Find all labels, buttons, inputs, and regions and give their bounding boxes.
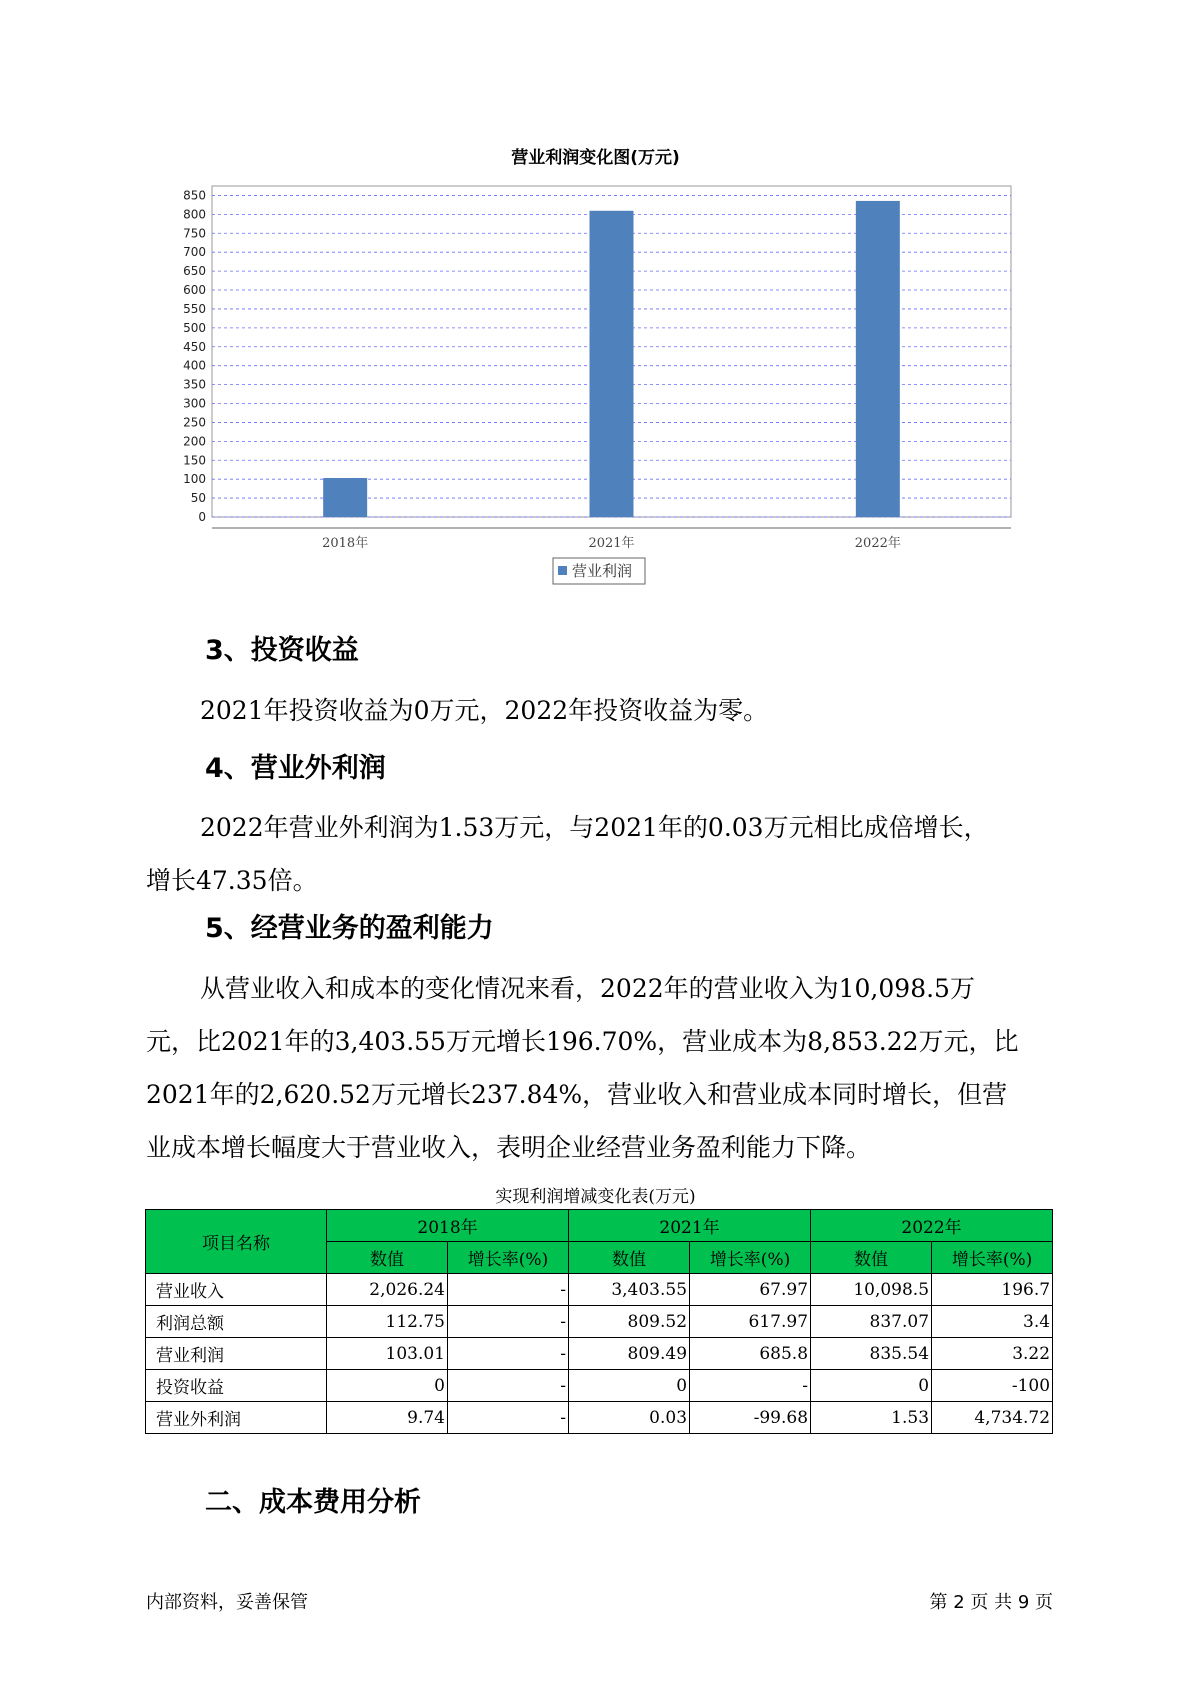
profit-change-table bbox=[145, 1209, 1053, 1434]
cell-growth-rate: - bbox=[448, 1370, 569, 1402]
cell-value: 809.52 bbox=[569, 1306, 690, 1338]
y-tick-label: 550 bbox=[183, 301, 206, 316]
cell-value: 0 bbox=[569, 1370, 690, 1402]
y-tick-label: 450 bbox=[183, 339, 206, 354]
header-value: 数值 bbox=[811, 1242, 932, 1274]
y-tick-label: 350 bbox=[183, 377, 206, 392]
row-item-name: 营业收入 bbox=[146, 1274, 327, 1306]
cell-growth-rate: 617.97 bbox=[690, 1306, 811, 1338]
x-tick-label: 2018年 bbox=[322, 536, 369, 551]
row-item-name: 利润总额 bbox=[146, 1306, 327, 1338]
y-tick-label: 750 bbox=[183, 226, 206, 241]
cell-growth-rate: -100 bbox=[932, 1370, 1053, 1402]
cell-growth-rate: 3.22 bbox=[932, 1338, 1053, 1370]
cell-value: 10,098.5 bbox=[811, 1274, 932, 1306]
paragraph-line: 2021年的2,620.52万元增长237.84%，营业收入和营业成本同时增长，但营 bbox=[146, 1080, 1008, 1109]
heading-profitability: 5、经营业务的盈利能力 bbox=[205, 913, 494, 944]
legend-label: 营业利润 bbox=[572, 562, 633, 580]
cell-value: 2,026.24 bbox=[327, 1274, 448, 1306]
paragraph-line: 业成本增长幅度大于营业收入，表明企业经营业务盈利能力下降。 bbox=[146, 1133, 872, 1162]
cell-growth-rate: - bbox=[448, 1274, 569, 1306]
y-tick-label: 700 bbox=[183, 245, 206, 260]
paragraph-line: 增长47.35倍。 bbox=[146, 866, 318, 895]
paragraph-line: 2022年营业外利润为1.53万元，与2021年的0.03万元相比成倍增长， bbox=[200, 813, 989, 842]
table-row bbox=[146, 1402, 1053, 1434]
table-row bbox=[146, 1306, 1053, 1338]
cell-growth-rate: 67.97 bbox=[690, 1274, 811, 1306]
cell-growth-rate: - bbox=[448, 1402, 569, 1434]
cell-growth-rate: 196.7 bbox=[932, 1274, 1053, 1306]
bar bbox=[590, 211, 634, 517]
cell-value: 0 bbox=[811, 1370, 932, 1402]
cell-value: 0.03 bbox=[569, 1402, 690, 1434]
y-tick-label: 650 bbox=[183, 264, 206, 279]
y-tick-label: 400 bbox=[183, 358, 206, 373]
y-tick-label: 600 bbox=[183, 283, 206, 298]
cell-growth-rate: - bbox=[690, 1370, 811, 1402]
bar bbox=[856, 201, 900, 517]
cell-value: 103.01 bbox=[327, 1338, 448, 1370]
paragraph-profitability bbox=[146, 972, 1051, 1165]
header-value: 数值 bbox=[569, 1242, 690, 1274]
paragraph-line: 从营业收入和成本的变化情况来看，2022年的营业收入为10,098.5万 bbox=[200, 974, 975, 1003]
paragraph-investment-income bbox=[146, 694, 1051, 728]
row-item-name: 营业外利润 bbox=[146, 1402, 327, 1434]
table-row bbox=[146, 1274, 1053, 1306]
footer-page-number: 第 2 页 共 9 页 bbox=[929, 1592, 1053, 1613]
table-caption: 实现利润增减变化表(万元) bbox=[495, 1187, 696, 1207]
table-header-row bbox=[146, 1210, 1053, 1242]
y-tick-label: 150 bbox=[183, 453, 206, 468]
cell-value: 112.75 bbox=[327, 1306, 448, 1338]
bar bbox=[323, 478, 367, 517]
y-tick-label: 850 bbox=[183, 188, 206, 203]
header-growth-rate: 增长率(%) bbox=[448, 1242, 569, 1274]
y-tick-label: 500 bbox=[183, 320, 206, 335]
header-value: 数值 bbox=[327, 1242, 448, 1274]
cell-growth-rate: - bbox=[448, 1338, 569, 1370]
cell-value: 9.74 bbox=[327, 1402, 448, 1434]
y-tick-label: 100 bbox=[183, 472, 206, 487]
y-tick-label: 250 bbox=[183, 415, 206, 430]
table-row bbox=[146, 1338, 1053, 1370]
x-tick-label: 2021年 bbox=[588, 536, 635, 551]
cell-growth-rate: 3.4 bbox=[932, 1306, 1053, 1338]
header-year: 2022年 bbox=[811, 1210, 1053, 1242]
paragraph-non-operating-profit bbox=[146, 811, 1051, 898]
header-growth-rate: 增长率(%) bbox=[690, 1242, 811, 1274]
heading-cost-analysis: 二、成本费用分析 bbox=[205, 1487, 421, 1518]
paragraph-line: 2021年投资收益为0万元，2022年投资收益为零。 bbox=[200, 696, 769, 725]
legend-swatch bbox=[558, 566, 567, 575]
header-item-name: 项目名称 bbox=[146, 1210, 327, 1274]
footer-confidential: 内部资料，妥善保管 bbox=[146, 1592, 308, 1613]
table-row bbox=[146, 1370, 1053, 1402]
y-tick-label: 0 bbox=[198, 510, 206, 524]
operating-profit-bar-chart bbox=[0, 0, 1191, 600]
cell-growth-rate: -99.68 bbox=[690, 1402, 811, 1434]
cell-growth-rate: 685.8 bbox=[690, 1338, 811, 1370]
cell-value: 837.07 bbox=[811, 1306, 932, 1338]
chart-title: 营业利润变化图(万元) bbox=[511, 148, 680, 168]
y-tick-label: 300 bbox=[183, 396, 206, 411]
row-item-name: 投资收益 bbox=[146, 1370, 327, 1402]
x-tick-label: 2022年 bbox=[854, 536, 901, 551]
header-growth-rate: 增长率(%) bbox=[932, 1242, 1053, 1274]
cell-growth-rate: 4,734.72 bbox=[932, 1402, 1053, 1434]
y-tick-label: 50 bbox=[190, 491, 206, 506]
row-item-name: 营业利润 bbox=[146, 1338, 327, 1370]
heading-investment-income: 3、投资收益 bbox=[205, 635, 359, 666]
cell-value: 3,403.55 bbox=[569, 1274, 690, 1306]
header-year: 2021年 bbox=[569, 1210, 811, 1242]
y-tick-label: 800 bbox=[183, 207, 206, 222]
cell-value: 1.53 bbox=[811, 1402, 932, 1434]
heading-non-operating-profit: 4、营业外利润 bbox=[205, 753, 386, 784]
cell-value: 835.54 bbox=[811, 1338, 932, 1370]
y-tick-label: 200 bbox=[183, 434, 206, 449]
cell-value: 809.49 bbox=[569, 1338, 690, 1370]
paragraph-line: 元，比2021年的3,403.55万元增长196.70%，营业成本为8,853.22万元，比 bbox=[146, 1027, 1019, 1056]
header-year: 2018年 bbox=[327, 1210, 569, 1242]
cell-value: 0 bbox=[327, 1370, 448, 1402]
cell-growth-rate: - bbox=[448, 1306, 569, 1338]
